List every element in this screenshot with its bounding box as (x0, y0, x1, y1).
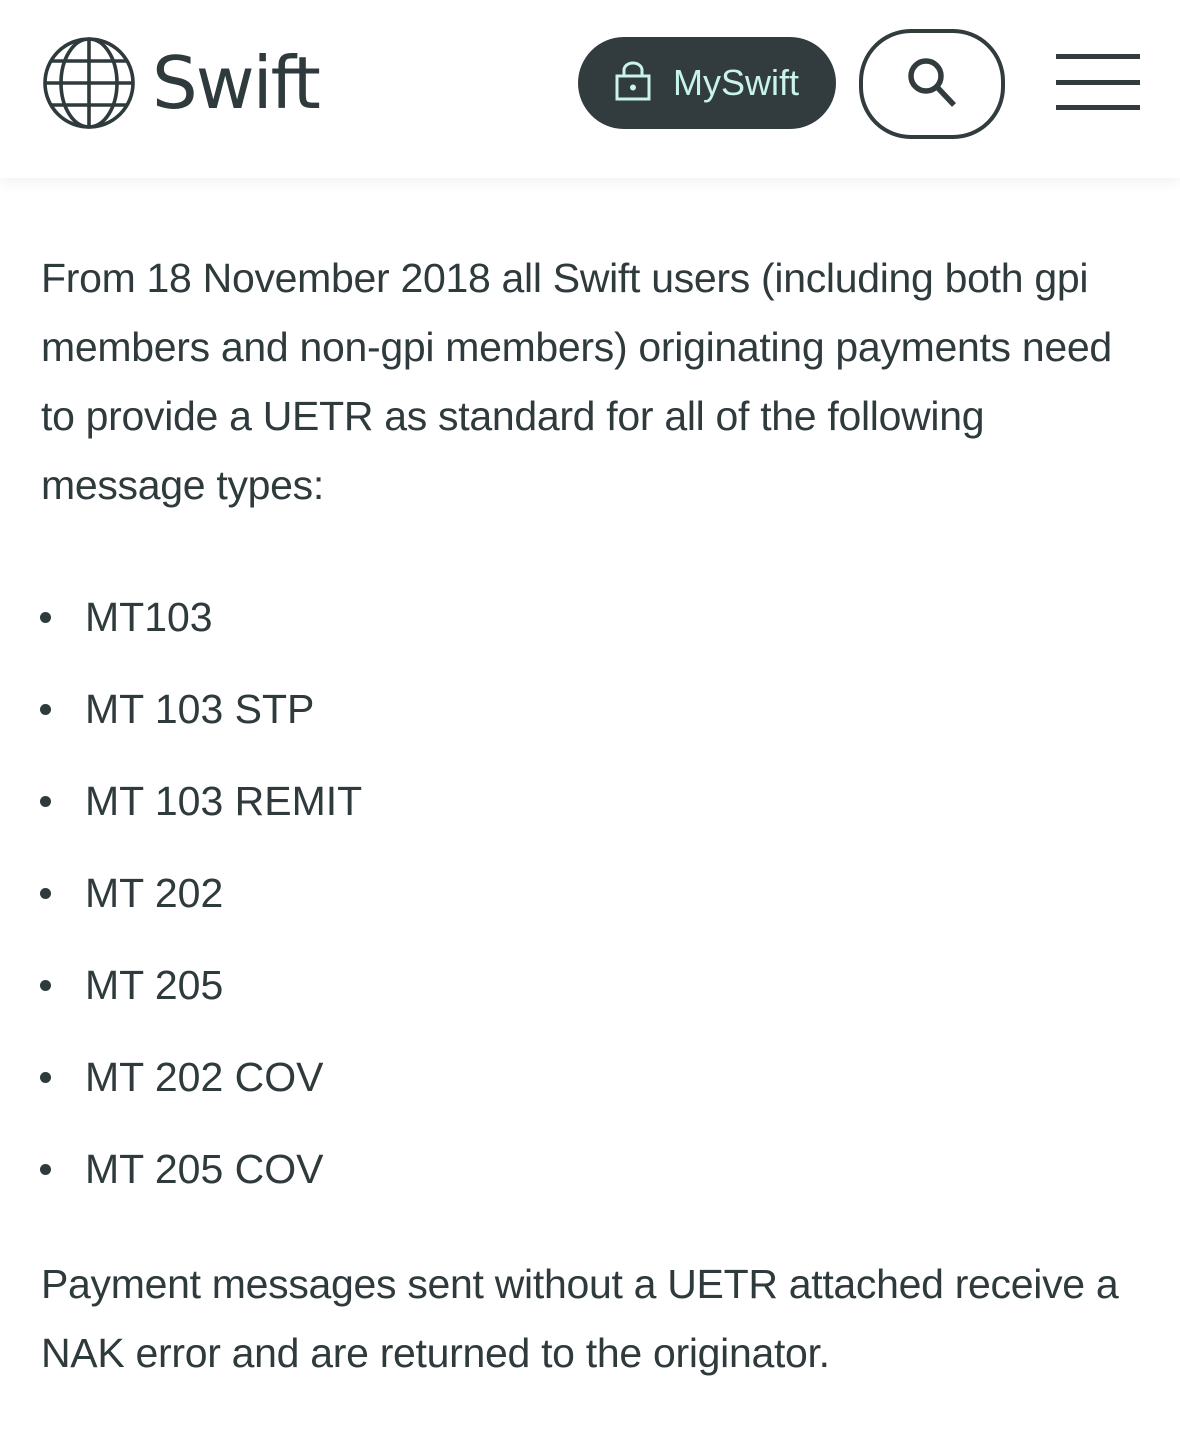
search-icon (904, 54, 960, 115)
myswift-button[interactable] (578, 37, 836, 129)
bullet-icon (40, 612, 51, 623)
message-type-label: MT103 (85, 594, 213, 640)
hamburger-menu-icon-bar-top (1056, 54, 1140, 59)
list-item (0, 663, 1180, 755)
list-item (0, 1031, 1180, 1123)
bullet-icon (40, 1072, 51, 1083)
list-item (0, 571, 1180, 663)
bullet-icon (40, 1164, 51, 1175)
list-item (0, 847, 1180, 939)
message-type-label: MT 103 STP (85, 686, 315, 732)
hamburger-menu-button[interactable] (1056, 54, 1140, 112)
swift-logo-link[interactable] (42, 36, 319, 130)
hamburger-menu-icon-bar-bottom (1056, 105, 1140, 110)
message-type-label: MT 205 (85, 962, 224, 1008)
list-item (0, 755, 1180, 847)
message-types-list (0, 571, 1180, 1215)
list-item (0, 939, 1180, 1031)
bullet-icon (40, 888, 51, 899)
nak-error-paragraph: Payment messages sent without a UETR attached receive a NAK error and are returned to the originator. (41, 1261, 1119, 1376)
message-type-label: MT 202 (85, 870, 224, 916)
message-type-label: MT 202 COV (85, 1054, 324, 1100)
bullet-icon (40, 796, 51, 807)
search-button[interactable] (859, 29, 1005, 139)
list-item (0, 1123, 1180, 1215)
site-header (0, 0, 1180, 178)
intro-paragraph: From 18 November 2018 all Swift users (including both gpi members and non-gpi members) originating payments need to provide a UETR as standard for all of the following message types: (41, 255, 1112, 508)
bullet-icon (40, 704, 51, 715)
lock-icon (615, 61, 651, 106)
message-type-label: MT 103 REMIT (85, 778, 363, 824)
myswift-label: MySwift (673, 62, 799, 103)
globe-icon (42, 36, 136, 130)
bullet-icon (40, 980, 51, 991)
hamburger-menu-icon-bar-middle (1056, 80, 1140, 85)
logo-wordmark: Swift (152, 41, 319, 125)
message-type-label: MT 205 COV (85, 1146, 324, 1192)
